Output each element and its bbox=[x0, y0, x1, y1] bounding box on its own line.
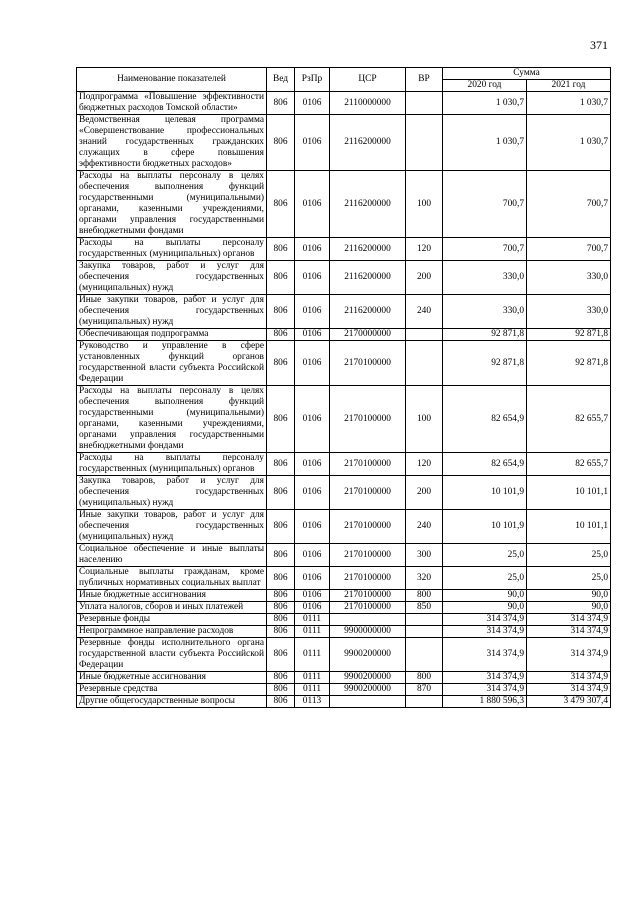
row-rzpr: 0106 bbox=[295, 171, 330, 238]
table-row bbox=[77, 626, 611, 638]
row-sum-2021: 314 374,9 bbox=[527, 626, 611, 638]
row-name: Резервные средства bbox=[77, 684, 267, 696]
row-sum-2021: 314 374,9 bbox=[527, 684, 611, 696]
row-sum-2020: 10 101,9 bbox=[443, 510, 527, 544]
row-vr bbox=[406, 329, 443, 341]
row-csr: 2170100000 bbox=[330, 510, 406, 544]
row-vr: 870 bbox=[406, 684, 443, 696]
row-rzpr: 0106 bbox=[295, 115, 330, 171]
row-rzpr: 0106 bbox=[295, 510, 330, 544]
row-ved: 806 bbox=[267, 602, 295, 614]
table-row bbox=[77, 295, 611, 329]
row-name: Закупка товаров, работ и услуг для обеспечения государственных (муниципальных) нужд bbox=[77, 476, 267, 510]
row-sum-2020: 700,7 bbox=[443, 171, 527, 238]
row-sum-2021: 700,7 bbox=[527, 238, 611, 261]
row-vr bbox=[406, 696, 443, 708]
row-name: Резервные фонды bbox=[77, 614, 267, 626]
row-rzpr: 0106 bbox=[295, 386, 330, 453]
row-rzpr: 0106 bbox=[295, 329, 330, 341]
table-row bbox=[77, 238, 611, 261]
row-sum-2021: 92 871,8 bbox=[527, 341, 611, 386]
row-sum-2021: 330,0 bbox=[527, 261, 611, 295]
table-row bbox=[77, 171, 611, 238]
row-csr bbox=[330, 696, 406, 708]
row-csr: 2116200000 bbox=[330, 238, 406, 261]
row-sum-2021: 314 374,9 bbox=[527, 672, 611, 684]
row-vr: 100 bbox=[406, 386, 443, 453]
row-sum-2021: 92 871,8 bbox=[527, 329, 611, 341]
row-name: Ведомственная целевая программа «Совершенствование профессиональных знаний государственных гражданских служащих в сфере повышения эффективности бюджетных расходов» bbox=[77, 115, 267, 171]
row-vr: 800 bbox=[406, 590, 443, 602]
row-ved: 806 bbox=[267, 510, 295, 544]
row-ved: 806 bbox=[267, 614, 295, 626]
table-row bbox=[77, 261, 611, 295]
row-vr bbox=[406, 341, 443, 386]
page-number: 371 bbox=[590, 38, 608, 52]
row-csr: 2116200000 bbox=[330, 115, 406, 171]
table-row bbox=[77, 638, 611, 672]
row-rzpr: 0106 bbox=[295, 590, 330, 602]
table-row bbox=[77, 329, 611, 341]
row-name: Социальные выплаты гражданам, кроме публичных нормативных социальных выплат bbox=[77, 567, 267, 590]
row-csr: 9900200000 bbox=[330, 684, 406, 696]
row-ved: 806 bbox=[267, 295, 295, 329]
row-csr: 2116200000 bbox=[330, 261, 406, 295]
row-sum-2021: 1 030,7 bbox=[527, 115, 611, 171]
row-vr bbox=[406, 638, 443, 672]
header-year-2020: 2020 год bbox=[443, 80, 527, 92]
row-csr: 2170100000 bbox=[330, 590, 406, 602]
header-rzpr: РзПр bbox=[295, 68, 330, 92]
row-sum-2020: 1 030,7 bbox=[443, 92, 527, 115]
row-sum-2021: 10 101,1 bbox=[527, 510, 611, 544]
row-name: Социальное обеспечение и иные выплаты населению bbox=[77, 544, 267, 567]
row-name: Иные закупки товаров, работ и услуг для обеспечения государственных (муниципальных) нужд bbox=[77, 295, 267, 329]
row-vr: 200 bbox=[406, 261, 443, 295]
row-sum-2021: 3 479 307,4 bbox=[527, 696, 611, 708]
row-csr: 2170100000 bbox=[330, 602, 406, 614]
row-ved: 806 bbox=[267, 341, 295, 386]
row-name: Руководство и управление в сфере установленных функций органов государственной власти субъекта Российской Федерации bbox=[77, 341, 267, 386]
row-name: Другие общегосударственные вопросы bbox=[77, 696, 267, 708]
row-rzpr: 0106 bbox=[295, 602, 330, 614]
table-row bbox=[77, 476, 611, 510]
row-name: Закупка товаров, работ и услуг для обеспечения государственных (муниципальных) нужд bbox=[77, 261, 267, 295]
table-row bbox=[77, 567, 611, 590]
row-name: Иные бюджетные ассигнования bbox=[77, 672, 267, 684]
row-sum-2020: 10 101,9 bbox=[443, 476, 527, 510]
row-rzpr: 0111 bbox=[295, 638, 330, 672]
row-vr bbox=[406, 614, 443, 626]
row-csr: 9900200000 bbox=[330, 672, 406, 684]
row-sum-2021: 314 374,9 bbox=[527, 638, 611, 672]
table-row bbox=[77, 696, 611, 708]
table-header bbox=[77, 68, 611, 92]
row-sum-2021: 90,0 bbox=[527, 590, 611, 602]
row-ved: 806 bbox=[267, 92, 295, 115]
row-csr: 9900200000 bbox=[330, 638, 406, 672]
row-csr: 2116200000 bbox=[330, 295, 406, 329]
row-csr: 2170100000 bbox=[330, 567, 406, 590]
row-ved: 806 bbox=[267, 115, 295, 171]
row-csr: 2170100000 bbox=[330, 453, 406, 476]
row-sum-2020: 330,0 bbox=[443, 261, 527, 295]
row-ved: 806 bbox=[267, 261, 295, 295]
row-vr: 120 bbox=[406, 238, 443, 261]
header-year-2021: 2021 год bbox=[527, 80, 611, 92]
row-rzpr: 0106 bbox=[295, 341, 330, 386]
row-sum-2020: 82 654,9 bbox=[443, 386, 527, 453]
row-sum-2021: 25,0 bbox=[527, 567, 611, 590]
row-rzpr: 0106 bbox=[295, 544, 330, 567]
row-csr: 2170000000 bbox=[330, 329, 406, 341]
row-ved: 806 bbox=[267, 672, 295, 684]
row-ved: 806 bbox=[267, 567, 295, 590]
row-csr: 2170100000 bbox=[330, 341, 406, 386]
row-vr bbox=[406, 115, 443, 171]
row-rzpr: 0106 bbox=[295, 567, 330, 590]
table-body bbox=[77, 92, 611, 708]
table-row bbox=[77, 544, 611, 567]
header-ved: Вед bbox=[267, 68, 295, 92]
row-ved: 806 bbox=[267, 638, 295, 672]
row-sum-2021: 90,0 bbox=[527, 602, 611, 614]
table-row bbox=[77, 92, 611, 115]
row-ved: 806 bbox=[267, 453, 295, 476]
row-sum-2021: 25,0 bbox=[527, 544, 611, 567]
header-sum: Сумма bbox=[443, 68, 611, 80]
row-name: Иные бюджетные ассигнования bbox=[77, 590, 267, 602]
row-sum-2020: 92 871,8 bbox=[443, 329, 527, 341]
table-row bbox=[77, 590, 611, 602]
row-sum-2021: 10 101,1 bbox=[527, 476, 611, 510]
budget-table bbox=[76, 67, 611, 708]
table-row bbox=[77, 341, 611, 386]
row-vr bbox=[406, 626, 443, 638]
row-sum-2020: 314 374,9 bbox=[443, 684, 527, 696]
row-sum-2021: 700,7 bbox=[527, 171, 611, 238]
row-name: Обеспечивающая подпрограмма bbox=[77, 329, 267, 341]
header-vr: ВР bbox=[406, 68, 443, 92]
row-ved: 806 bbox=[267, 626, 295, 638]
row-sum-2020: 314 374,9 bbox=[443, 626, 527, 638]
row-csr: 2170100000 bbox=[330, 386, 406, 453]
row-vr: 200 bbox=[406, 476, 443, 510]
row-rzpr: 0106 bbox=[295, 92, 330, 115]
row-rzpr: 0111 bbox=[295, 626, 330, 638]
row-rzpr: 0111 bbox=[295, 684, 330, 696]
row-name: Резервные фонды исполнительного органа государственной власти субъекта Российской Федерации bbox=[77, 638, 267, 672]
row-rzpr: 0106 bbox=[295, 238, 330, 261]
row-sum-2020: 82 654,9 bbox=[443, 453, 527, 476]
row-rzpr: 0113 bbox=[295, 696, 330, 708]
row-sum-2021: 314 374,9 bbox=[527, 614, 611, 626]
table-row bbox=[77, 115, 611, 171]
row-sum-2020: 314 374,9 bbox=[443, 614, 527, 626]
row-vr: 240 bbox=[406, 295, 443, 329]
row-sum-2020: 25,0 bbox=[443, 544, 527, 567]
row-name: Расходы на выплаты персоналу в целях обеспечения выполнения функций государственными (муниципальными) органами, казенными учреждениями, органами управления государственными внебюджетными фондами bbox=[77, 171, 267, 238]
row-rzpr: 0106 bbox=[295, 476, 330, 510]
row-sum-2020: 92 871,8 bbox=[443, 341, 527, 386]
row-vr: 120 bbox=[406, 453, 443, 476]
header-name: Наименование показателей bbox=[77, 68, 267, 92]
row-rzpr: 0111 bbox=[295, 614, 330, 626]
row-sum-2020: 1 030,7 bbox=[443, 115, 527, 171]
row-sum-2020: 25,0 bbox=[443, 567, 527, 590]
row-sum-2021: 330,0 bbox=[527, 295, 611, 329]
row-csr: 2170100000 bbox=[330, 476, 406, 510]
row-name: Непрограммное направление расходов bbox=[77, 626, 267, 638]
row-rzpr: 0106 bbox=[295, 261, 330, 295]
row-vr: 240 bbox=[406, 510, 443, 544]
row-sum-2020: 700,7 bbox=[443, 238, 527, 261]
row-csr: 2170100000 bbox=[330, 544, 406, 567]
row-name: Расходы на выплаты персоналу в целях обеспечения выполнения функций государственными (муниципальными) органами, казенными учреждениями, органами управления государственными внебюджетными фондами bbox=[77, 386, 267, 453]
table-row bbox=[77, 672, 611, 684]
row-name: Уплата налогов, сборов и иных платежей bbox=[77, 602, 267, 614]
row-sum-2020: 314 374,9 bbox=[443, 638, 527, 672]
row-sum-2020: 330,0 bbox=[443, 295, 527, 329]
row-sum-2020: 1 880 596,3 bbox=[443, 696, 527, 708]
row-rzpr: 0106 bbox=[295, 453, 330, 476]
row-name: Расходы на выплаты персоналу государственных (муниципальных) органов bbox=[77, 238, 267, 261]
row-ved: 806 bbox=[267, 476, 295, 510]
row-ved: 806 bbox=[267, 544, 295, 567]
row-vr: 850 bbox=[406, 602, 443, 614]
row-csr: 2116200000 bbox=[330, 171, 406, 238]
row-vr: 300 bbox=[406, 544, 443, 567]
row-sum-2021: 82 655,7 bbox=[527, 453, 611, 476]
row-vr: 100 bbox=[406, 171, 443, 238]
table-row bbox=[77, 510, 611, 544]
row-vr: 800 bbox=[406, 672, 443, 684]
row-name: Иные закупки товаров, работ и услуг для обеспечения государственных (муниципальных) нужд bbox=[77, 510, 267, 544]
row-csr: 9900000000 bbox=[330, 626, 406, 638]
table-row bbox=[77, 684, 611, 696]
row-rzpr: 0111 bbox=[295, 672, 330, 684]
row-sum-2021: 1 030,7 bbox=[527, 92, 611, 115]
table-row bbox=[77, 453, 611, 476]
row-sum-2020: 90,0 bbox=[443, 590, 527, 602]
row-ved: 806 bbox=[267, 329, 295, 341]
table-row bbox=[77, 602, 611, 614]
row-sum-2020: 314 374,9 bbox=[443, 672, 527, 684]
row-csr: 2110000000 bbox=[330, 92, 406, 115]
row-rzpr: 0106 bbox=[295, 295, 330, 329]
row-ved: 806 bbox=[267, 684, 295, 696]
row-vr: 320 bbox=[406, 567, 443, 590]
table-row bbox=[77, 614, 611, 626]
row-ved: 806 bbox=[267, 696, 295, 708]
row-sum-2021: 82 655,7 bbox=[527, 386, 611, 453]
table-row bbox=[77, 386, 611, 453]
row-name: Подпрограмма «Повышение эффективности бюджетных расходов Томской области» bbox=[77, 92, 267, 115]
row-name: Расходы на выплаты персоналу государственных (муниципальных) органов bbox=[77, 453, 267, 476]
row-ved: 806 bbox=[267, 171, 295, 238]
row-vr bbox=[406, 92, 443, 115]
header-csr: ЦСР bbox=[330, 68, 406, 92]
row-ved: 806 bbox=[267, 590, 295, 602]
row-sum-2020: 90,0 bbox=[443, 602, 527, 614]
row-ved: 806 bbox=[267, 386, 295, 453]
row-ved: 806 bbox=[267, 238, 295, 261]
row-csr bbox=[330, 614, 406, 626]
